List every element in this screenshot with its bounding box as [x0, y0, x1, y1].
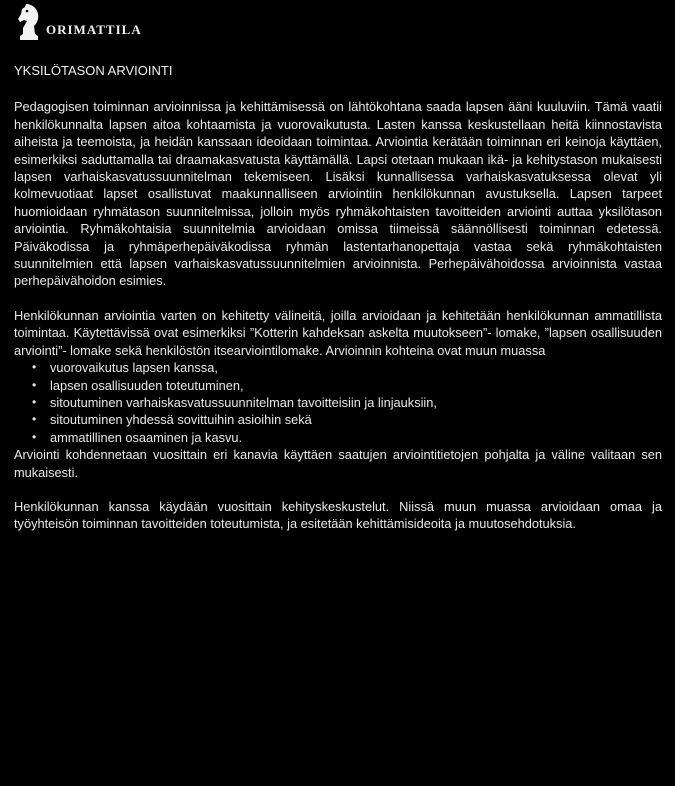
bullet-icon: •	[32, 377, 37, 392]
list-item: • ammatillinen osaaminen ja kasvu.	[32, 429, 243, 445]
assessment-targets-list	[14, 359, 662, 446]
bullet-icon: •	[32, 429, 37, 444]
bullet-icon: •	[32, 360, 37, 375]
paragraph-1: Pedagogisen toiminnan arvioinnissa ja kehittämisessä on lähtökohtana saada lapsen ääni kuuluviin. Tämä vaatii henkilökunnalta lapsen aitoa kohtaamista ja vuorovaikutusta. Lasten kanssa keskustellaan heitä kiinnostavista aiheista ja teemoista, ja heidän kanssaan ideoidaan toimintaa. Arviointia kerätään toiminnan eri keinoja käyttäen, esimerkiksi saduttamalla tai draamakasvatusta käyttämällä. Lapsi otetaan mukaan ikä- ja kehitystason mukaisesti lapsen varhaiskasvatussuunnitelman tekemiseen. Lisäksi kunnallisessa varhaiskasvatuksessa olevat yli kolmevuotiaat lapset osallistuvat maakunnalliseen arviointiin henkilökunnan avustuksella. Lapsen tarpeet huomioidaan ryhmätason suunnitelmissa, jolloin myös ryhmäkohtaisten tavoitteiden arviointi auttaa yksilötason arviointia. Ryhmäkohtaisia suunnitelmia arvioidaan omissa tiimeissä säännöllisesti toiminnan edetessä. Päiväkodissa ja ryhmäperhepäiväkodissa ryhmän lastentarhanopettaja vastaa sekä ryhmäkohtaisten suunnitelmien että lapsen varhaiskasvatussuunnitelmien arvioinnista. Perhepäivähoidossa arvioinnista vastaa perhepäivähoidon esimies.	[14, 99, 662, 289]
paragraph-spacer	[14, 481, 662, 498]
list-item: • vuorovaikutus lapsen kanssa,	[32, 360, 218, 376]
section-title: YKSILÖTASON ARVIOINTI	[14, 63, 173, 78]
paragraph-4: Henkilökunnan kanssa käydään vuosittain kehityskeskustelut. Niissä muun muassa arvioidaan omaa ja työyhteisön toiminnan tavoitteiden toteutumista, ja esitetään kehittämisideoita ja muutosehdotuksia.	[14, 498, 662, 532]
header	[14, 2, 142, 42]
list-item: • sitoutuminen yhdessä sovittuihin asioihin sekä	[32, 412, 312, 428]
chess-knight-logo-icon	[14, 2, 44, 42]
paragraph-3: Arviointi kohdennetaan vuosittain eri kanavia käyttäen saatujen arviointitietojen pohjalta ja väline valitaan sen mukaisesti.	[14, 447, 662, 480]
bullet-icon: •	[32, 394, 37, 409]
logo-text: ORIMATTILA	[46, 22, 142, 37]
paragraph-spacer	[14, 290, 662, 307]
paragraph-2: Henkilökunnan arviointia varten on kehitetty välineitä, joilla arvioidaan ja kehitetään henkilökunnan ammatillista toimintaa. Käytettävissä ovat esimerkiksi ”Kotterin kahdeksan askelta muutokseen”- lomake, ”lapsen osallisuuden arviointi”- lomake sekä henkilöstön itsearviointilomake. Arvioinnin kohteina ovat muun muassa	[14, 307, 662, 358]
document-body	[14, 62, 662, 533]
list-item: • lapsen osallisuuden toteutuminen,	[32, 377, 244, 393]
list-item: • sitoutuminen varhaiskasvatussuunnitelman tavoitteisiin ja linjauksiin,	[32, 394, 437, 410]
bullet-icon: •	[32, 412, 37, 427]
